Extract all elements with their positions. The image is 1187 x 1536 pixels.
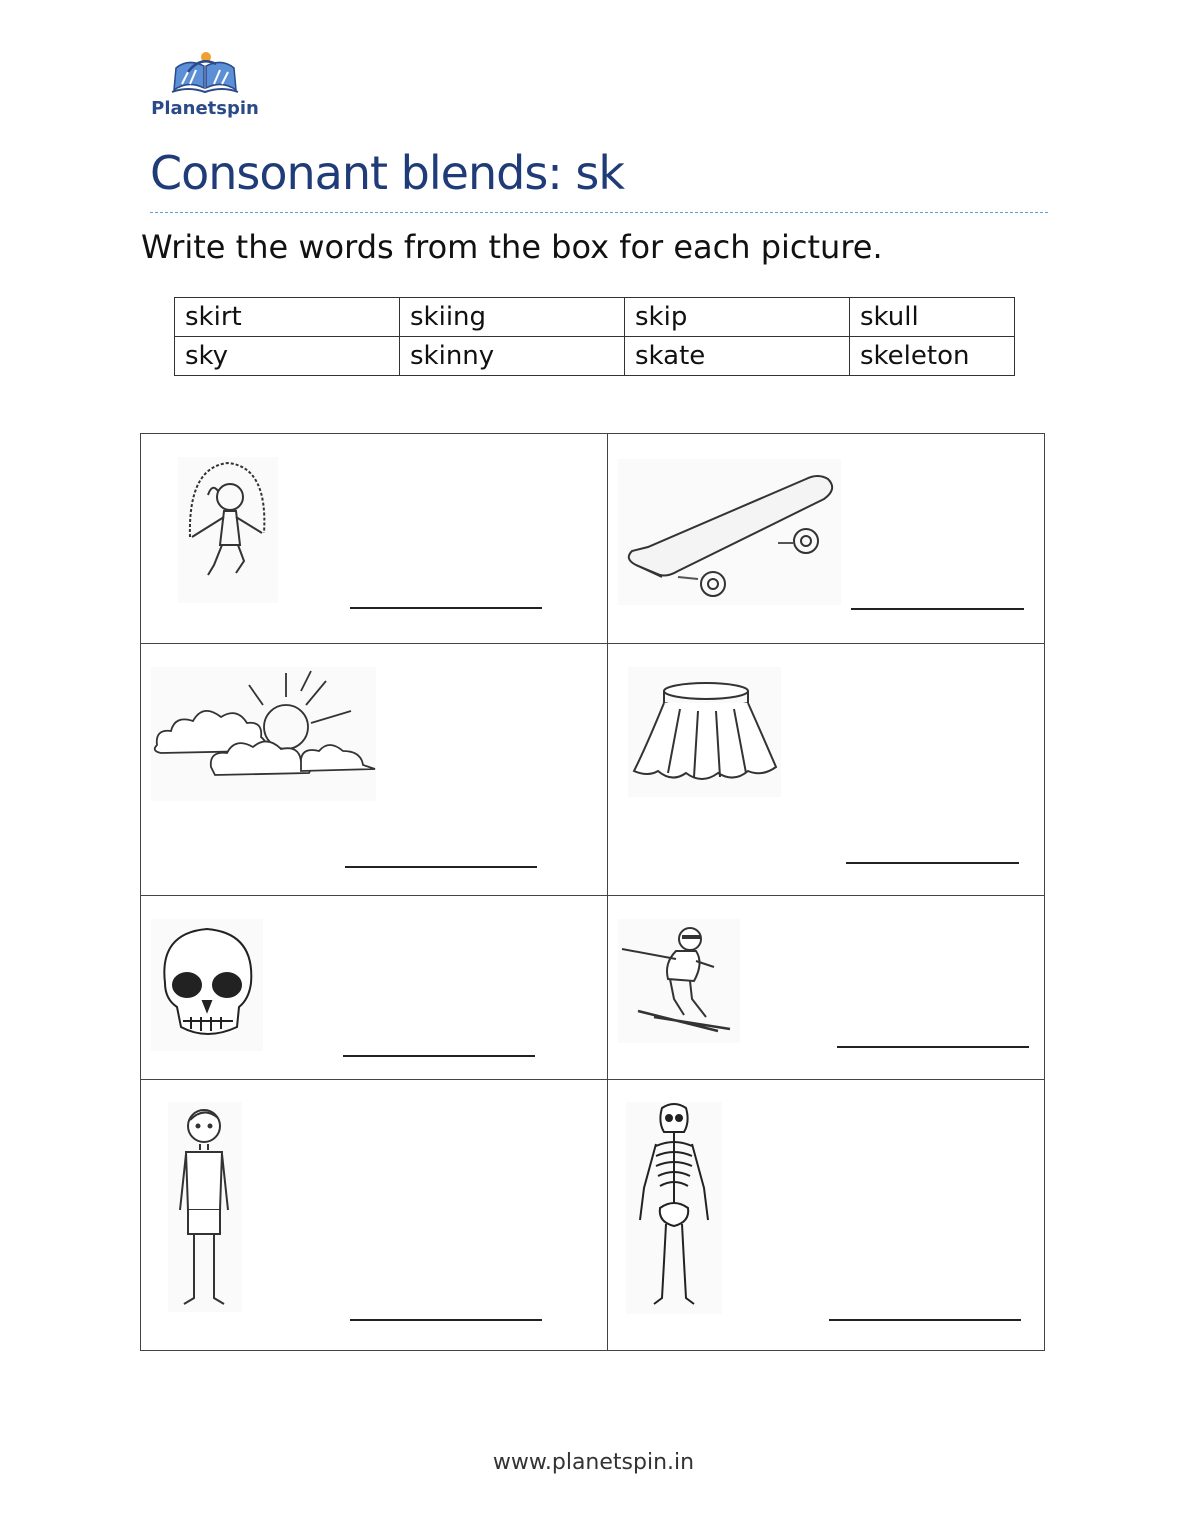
grid-divider: [141, 643, 1044, 644]
answer-blank[interactable]: [345, 866, 537, 868]
word-box: [174, 297, 1015, 376]
word-box-cell: skeleton: [850, 337, 1015, 376]
open-book-icon: [150, 50, 260, 96]
page-title: Consonant blends: sk: [150, 146, 625, 200]
picture-grid: [140, 433, 1045, 1351]
word-box-cell: skiing: [400, 298, 625, 337]
instruction-text: Write the words from the box for each picture.: [141, 228, 883, 266]
skier-icon: [618, 919, 740, 1043]
brand-logo: [150, 50, 260, 119]
word-box-cell: skull: [850, 298, 1015, 337]
word-box-cell: skirt: [175, 298, 400, 337]
brand-name: Planetspin: [151, 98, 259, 119]
answer-blank[interactable]: [846, 862, 1019, 864]
word-box-cell: skip: [625, 298, 850, 337]
word-box-row: [175, 298, 1015, 337]
sun-clouds-sky-icon: [151, 667, 376, 801]
grid-divider: [141, 1079, 1044, 1080]
skinny-boy-icon: [168, 1102, 242, 1312]
word-box-cell: skinny: [400, 337, 625, 376]
jump-rope-girl-icon: [178, 457, 278, 603]
answer-blank[interactable]: [350, 607, 542, 609]
answer-blank[interactable]: [343, 1055, 535, 1057]
title-divider: [150, 212, 1048, 213]
word-box-cell: skate: [625, 337, 850, 376]
skeleton-icon: [626, 1102, 722, 1314]
footer-url[interactable]: www.planetspin.in: [492, 1450, 695, 1475]
skull-icon: [151, 919, 263, 1051]
grid-divider: [141, 895, 1044, 896]
answer-blank[interactable]: [829, 1319, 1021, 1321]
skateboard-icon: [618, 459, 841, 605]
grid-divider: [607, 434, 608, 1350]
answer-blank[interactable]: [350, 1319, 542, 1321]
answer-blank[interactable]: [837, 1046, 1029, 1048]
word-box-row: [175, 337, 1015, 376]
word-box-cell: sky: [175, 337, 400, 376]
skirt-icon: [628, 667, 781, 797]
answer-blank[interactable]: [851, 608, 1024, 610]
